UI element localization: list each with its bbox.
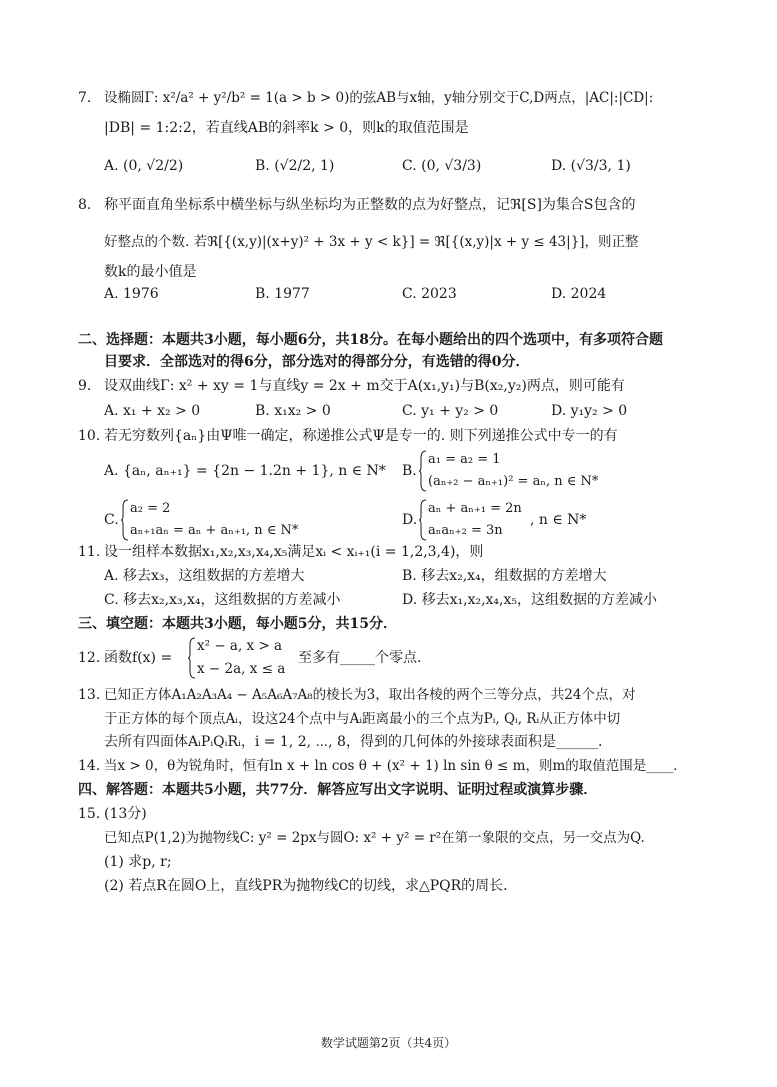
q9-text: 设双曲线Γ: x² + xy = 1与直线y = 2x + m交于A(x₁,y₁)与B(x₂,y₂)两点，则可能有: [104, 378, 625, 394]
q8-option-b: B. 1977: [255, 286, 310, 302]
section2-heading-line1: 二、选择题：本题共3小题，每小题6分，共18分。在每小题给出的四个选项中，有多项符合题: [78, 332, 663, 348]
q9-option-c: C. y₁ + y₂ > 0: [402, 403, 499, 419]
q15-part2: (2) 若点R在圆O上，直线PR为抛物线C的切线，求△PQR的周长．: [104, 878, 518, 894]
q10-option-a: A. {aₙ, aₙ₊₁} = {2n − 1.2n + 1}, n ∈ N*: [104, 463, 386, 479]
q9-number: 9.: [78, 378, 92, 394]
q7-option-c: C. (0, √3/3): [402, 158, 482, 174]
q11-option-c: C. 移去x₂,x₃,x₄，这组数据的方差减小: [104, 592, 341, 608]
q10-option-d-label: D.: [402, 512, 418, 528]
q14-number: 14.: [78, 758, 101, 774]
q13-line2: 于正方体的每个顶点Aᵢ，设这24个点中与Aᵢ距离最小的三个点为Pᵢ, Qᵢ, Rᵢ从正方体中切: [104, 711, 621, 727]
section3-heading: 三、填空题：本题共3小题，每小题5分，共15分．: [78, 616, 397, 632]
q15-number: 15.: [78, 806, 101, 822]
q7-option-d: D. (√3/3, 1): [551, 158, 631, 174]
q12-case2: x − 2a, x ≤ a: [197, 661, 286, 677]
q11-number: 11.: [78, 544, 101, 560]
q10-option-d-tail: , n ∈ N*: [530, 512, 587, 528]
q8-line2: 好整点的个数. 若ℜ[{(x,y)|(x+y)² + 3x + y < k}] = ℜ[{(x,y)|x + y ≤ 43|}]，则正整: [104, 234, 639, 250]
q10-option-d-case2: aₙaₙ₊₂ = 3n: [428, 523, 503, 538]
q10-option-c-label: C.: [104, 512, 119, 528]
q10-option-b-brace: [419, 450, 427, 492]
q8-number: 8.: [78, 197, 92, 213]
q12-prefix: 函数f(x) =: [104, 650, 173, 666]
q8-option-a: A. 1976: [104, 286, 159, 302]
q12-case1: x² − a, x > a: [197, 638, 283, 654]
q9-option-b: B. x₁x₂ > 0: [255, 403, 331, 419]
q13-line1: 已知正方体A₁A₂A₃A₄ − A₅A₆A₇A₈的棱长为3，取出各棱的两个三等分点，共24个点，对: [104, 687, 636, 703]
q10-option-b-label: B.: [402, 463, 417, 479]
q10-text: 若无穷数列{aₙ}由Ψ唯一确定，称递推公式Ψ是专一的. 则下列递推公式中专一的有: [104, 428, 618, 444]
q7-number: 7.: [78, 90, 92, 106]
q8-line3: 数k的最小值是: [104, 264, 197, 280]
q14-text: 当x > 0，θ为锐角时，恒有ln x + ln cos θ + (x² + 1) ln sin θ ≤ m，则m的取值范围是____．: [104, 758, 687, 774]
q8-line1: 称平面直角坐标系中横坐标与纵坐标均为正整数的点为好整点，记ℜ[S]为集合S包含的: [104, 197, 636, 213]
q15-score: (13分): [104, 806, 147, 822]
q10-option-d-brace: [419, 499, 427, 541]
section2-heading-line2: 目要求．全部选对的得6分，部分选对的得部分分，有选错的得0分．: [104, 354, 530, 370]
q10-number: 10.: [78, 428, 101, 444]
page-footer: 数学试题第2页（共4页）: [320, 1036, 457, 1050]
q13-line3: 去所有四面体AᵢPᵢQᵢRᵢ，i = 1, 2, ⋯, 8，得到的几何体的外接球表面积是______．: [104, 734, 612, 750]
q15-statement: 已知点P(1,2)为抛物线C: y² = 2px与圆O: x² + y² = r²在第一象限的交点，另一交点为Q.: [104, 830, 645, 846]
q7-line1: 设椭圆Γ: x²/a² + y²/b² = 1(a > b > 0)的弦AB与x轴，y轴分别交于C,D两点，|AC|:|CD|:: [104, 90, 654, 106]
q10-option-b-case2: (aₙ₊₂ − aₙ₊₁)² = aₙ, n ∈ N*: [428, 474, 599, 489]
q8-option-d: D. 2024: [551, 286, 607, 302]
q15-part1: (1) 求p, r;: [104, 854, 172, 870]
q12-suffix: 至多有_____个零点．: [298, 650, 431, 666]
q11-text: 设一组样本数据x₁,x₂,x₃,x₄,x₅满足xᵢ < xᵢ₊₁(i = 1,2,3,4)，则: [104, 544, 484, 560]
q9-option-d: D. y₁y₂ > 0: [551, 403, 628, 419]
q7-option-a: A. (0, √2/2): [104, 158, 184, 174]
q11-option-a: A. 移去x₃，这组数据的方差增大: [104, 568, 305, 584]
q10-option-d-case1: aₙ + aₙ₊₁ = 2n: [428, 501, 522, 516]
q9-option-a: A. x₁ + x₂ > 0: [104, 403, 201, 419]
section4-heading: 四、解答题：本题共5小题，共77分．解答应写出文字说明、证明过程或演算步骤．: [78, 782, 598, 798]
q7-option-b: B. (√2/2, 1): [255, 158, 335, 174]
q11-option-d: D. 移去x₁,x₂,x₄,x₅，这组数据的方差减小: [402, 592, 658, 608]
q7-line2: |DB| = 1:2:2，若直线AB的斜率k > 0，则k的取值范围是: [104, 120, 469, 136]
q8-option-c: C. 2023: [402, 286, 457, 302]
q10-option-c-case1: a₂ = 2: [130, 501, 171, 516]
q11-option-b: B. 移去x₂,x₄，组数据的方差增大: [402, 568, 607, 584]
q10-option-c-brace: [121, 499, 129, 541]
q10-option-b-case1: a₁ = a₂ = 1: [428, 452, 501, 467]
q12-piecewise-brace: [188, 637, 196, 679]
q12-number: 12.: [78, 650, 101, 666]
q10-option-c-case2: aₙ₊₁aₙ = aₙ + aₙ₊₁, n ∈ N*: [130, 523, 299, 538]
q13-number: 13.: [78, 687, 101, 703]
